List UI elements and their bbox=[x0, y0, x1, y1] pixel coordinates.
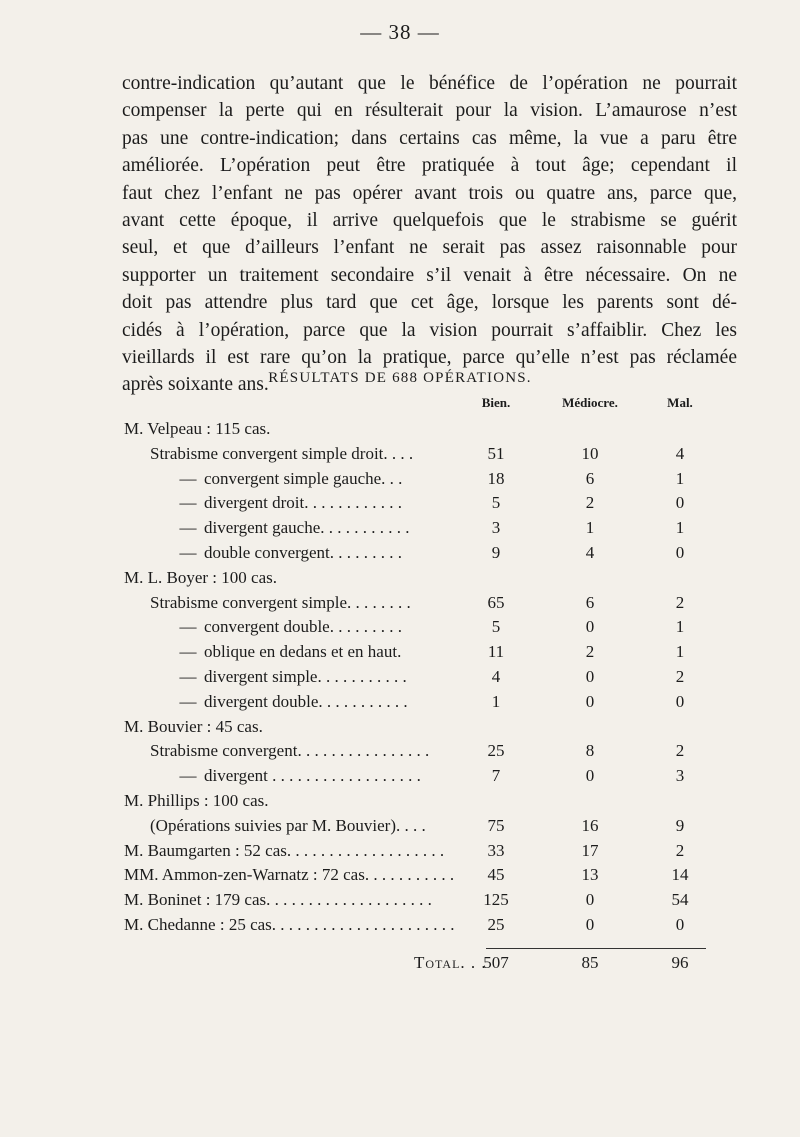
total-label: Total. . . bbox=[414, 952, 487, 972]
ditto-dash: — bbox=[179, 766, 197, 786]
cell-mal: 2 bbox=[675, 666, 685, 686]
cell-mal: 1 bbox=[675, 518, 685, 538]
ditto-dash: — bbox=[179, 493, 197, 513]
cell-bien: 33 bbox=[487, 840, 505, 860]
cell-mediocre: 0 bbox=[585, 666, 595, 686]
cell-mal: 1 bbox=[675, 642, 685, 662]
total-bien: 507 bbox=[483, 952, 509, 972]
body-line: doit pas attendre plus tard que cet âge, lorsque les parents sont dé- bbox=[122, 292, 737, 314]
total-mediocre: 85 bbox=[581, 952, 599, 972]
row-label-text: M. Baumgarten : 52 cas. . . . . . . . . . . . . . . . . . . bbox=[124, 840, 445, 860]
table-row bbox=[124, 913, 764, 938]
cell-mediocre: 8 bbox=[585, 741, 595, 761]
body-line: contre-indication qu’autant que le bénéfice de l’opération ne pourrait bbox=[122, 73, 737, 94]
total-row bbox=[124, 951, 764, 976]
table-row bbox=[124, 417, 764, 442]
row-label bbox=[124, 789, 269, 814]
cell-mediocre: 0 bbox=[585, 691, 595, 711]
cell-bien: 51 bbox=[487, 443, 505, 463]
cell-mediocre: 2 bbox=[585, 493, 595, 513]
cell-bien: 45 bbox=[487, 865, 505, 885]
cell-bien: 5 bbox=[491, 493, 501, 513]
cell-mal: 2 bbox=[675, 741, 685, 761]
cell-bien: 18 bbox=[487, 468, 505, 488]
row-label-text: divergent gauche. . . . . . . . . . . bbox=[204, 518, 410, 538]
total-rule bbox=[486, 948, 706, 949]
cell-bien: 4 bbox=[491, 666, 501, 686]
table-row bbox=[124, 690, 764, 715]
table-row bbox=[124, 739, 764, 764]
body-line: seul, et que d’ailleurs l’enfant ne serait pas assez raisonnable pour bbox=[122, 237, 737, 259]
column-header-bien: Bien. bbox=[481, 395, 511, 410]
table-row bbox=[124, 814, 764, 839]
cell-mediocre: 13 bbox=[581, 865, 599, 885]
row-label bbox=[172, 764, 421, 789]
cell-mal: 2 bbox=[675, 592, 685, 612]
cell-bien: 11 bbox=[487, 642, 505, 662]
body-line: cidés à l’opération, parce que la vision pourrait s’affaiblir. Chez les bbox=[122, 319, 737, 341]
ditto-dash: — bbox=[179, 542, 197, 562]
cell-bien: 1 bbox=[491, 691, 501, 711]
cell-mal: 0 bbox=[675, 542, 685, 562]
row-label bbox=[172, 615, 402, 640]
cell-mediocre: 17 bbox=[581, 840, 599, 860]
cell-mediocre: 2 bbox=[585, 642, 595, 662]
row-label bbox=[172, 640, 401, 665]
row-label-text: (Opérations suivies par M. Bouvier). . . . bbox=[150, 815, 426, 835]
row-label bbox=[150, 739, 429, 764]
row-label-text: divergent simple. . . . . . . . . . . bbox=[204, 666, 407, 686]
row-label-text: Strabisme convergent. . . . . . . . . . . . . . . . bbox=[150, 741, 430, 761]
row-label bbox=[124, 566, 277, 591]
body-line: supporter un traitement secondaire s’il venait à être nécessaire. On ne bbox=[122, 264, 737, 286]
cell-mal: 14 bbox=[671, 865, 689, 885]
row-label-text: oblique en dedans et en haut. bbox=[204, 642, 402, 662]
cell-mal: 9 bbox=[675, 815, 685, 835]
row-label bbox=[172, 467, 402, 492]
table-row bbox=[124, 442, 764, 467]
cell-mediocre: 0 bbox=[585, 766, 595, 786]
body-line: avant cette époque, il arrive quelquefois que le strabisme se guérit bbox=[122, 210, 737, 232]
cell-mal: 1 bbox=[675, 468, 685, 488]
row-label bbox=[172, 665, 407, 690]
row-label bbox=[172, 541, 402, 566]
row-label-text: divergent droit. . . . . . . . . . . . bbox=[204, 493, 402, 513]
row-label-text: M. Bouvier : 45 cas. bbox=[124, 716, 263, 736]
row-label-text: M. Chedanne : 25 cas. . . . . . . . . . . . . . . . . . . . . . bbox=[124, 914, 455, 934]
cell-bien: 65 bbox=[487, 592, 505, 612]
cell-mediocre: 4 bbox=[585, 542, 595, 562]
table-row bbox=[124, 839, 764, 864]
table-body bbox=[124, 417, 764, 976]
row-label bbox=[150, 442, 413, 467]
body-line: améliorée. L’opération peut être pratiquée à tout âge; cependant il bbox=[122, 155, 737, 177]
ditto-dash: — bbox=[179, 518, 197, 538]
table-header bbox=[124, 395, 764, 417]
cell-bien: 25 bbox=[487, 914, 505, 934]
body-line: après soixante ans. bbox=[122, 374, 269, 396]
row-label-text: convergent double. . . . . . . . . bbox=[204, 617, 402, 637]
column-header-mediocre: Médiocre. bbox=[562, 395, 618, 410]
body-line: compenser la perte qui en résulterait pour la vision. L’amaurose n’est bbox=[122, 100, 737, 122]
cell-bien: 9 bbox=[491, 542, 501, 562]
ditto-dash: — bbox=[179, 691, 197, 711]
cell-mediocre: 6 bbox=[585, 468, 595, 488]
row-label-text: double convergent. . . . . . . . . bbox=[204, 542, 402, 562]
table-row bbox=[124, 640, 764, 665]
total-mal: 96 bbox=[671, 952, 689, 972]
row-label-text: Strabisme convergent simple droit. . . . bbox=[150, 443, 414, 463]
cell-mediocre: 1 bbox=[585, 518, 595, 538]
ditto-dash: — bbox=[179, 642, 197, 662]
cell-bien: 7 bbox=[491, 766, 501, 786]
ditto-dash: — bbox=[179, 666, 197, 686]
row-label-text: M. Velpeau : 115 cas. bbox=[124, 419, 271, 438]
ditto-dash: — bbox=[179, 617, 197, 637]
cell-mal: 2 bbox=[675, 840, 685, 860]
row-label bbox=[172, 690, 408, 715]
row-label-text: divergent . . . . . . . . . . . . . . . . . . bbox=[204, 766, 421, 786]
row-label bbox=[124, 913, 455, 938]
table-row bbox=[124, 615, 764, 640]
section-heading: RÉSULTATS DE 688 OPÉRATIONS. bbox=[268, 370, 532, 386]
body-line: vieillards il est rare qu’on la pratique, parce qu’elle n’est pas réclamée bbox=[122, 347, 737, 369]
row-label-text: divergent double. . . . . . . . . . . bbox=[204, 691, 408, 711]
results-table bbox=[124, 395, 764, 976]
table-row bbox=[124, 491, 764, 516]
row-label-text: M. Boninet : 179 cas. . . . . . . . . . . . . . . . . . . . bbox=[124, 890, 432, 910]
table-row bbox=[124, 591, 764, 616]
row-label bbox=[124, 863, 454, 888]
cell-mediocre: 0 bbox=[585, 890, 595, 910]
cell-mal: 54 bbox=[671, 890, 689, 910]
table-row bbox=[124, 789, 764, 814]
cell-mal: 1 bbox=[675, 617, 685, 637]
table-row bbox=[124, 863, 764, 888]
table-row bbox=[124, 715, 764, 740]
body-line: pas une contre-indication; dans certains cas même, la vue a paru être bbox=[122, 127, 737, 149]
cell-mediocre: 10 bbox=[581, 443, 599, 463]
cell-mal: 0 bbox=[675, 691, 685, 711]
body-line: faut chez l’enfant ne pas opérer avant trois ou quatre ans, parce que, bbox=[122, 182, 737, 204]
row-label bbox=[150, 591, 411, 616]
cell-mal: 3 bbox=[675, 766, 685, 786]
table-row bbox=[124, 516, 764, 541]
row-label bbox=[150, 814, 426, 839]
table-row bbox=[124, 888, 764, 913]
row-label-text: M. Phillips : 100 cas. bbox=[124, 790, 269, 810]
body-paragraph bbox=[122, 70, 737, 399]
row-label-text: convergent simple gauche. . . bbox=[204, 468, 403, 488]
cell-mediocre: 16 bbox=[581, 815, 599, 835]
cell-bien: 5 bbox=[491, 617, 501, 637]
page-number: — 38 — bbox=[360, 20, 440, 44]
cell-mediocre: 0 bbox=[585, 617, 595, 637]
table-row bbox=[124, 467, 764, 492]
row-label-text: MM. Ammon-zen-Warnatz : 72 cas. . . . . . . . . . . bbox=[124, 865, 455, 885]
row-label-text: Strabisme convergent simple. . . . . . . . bbox=[150, 592, 411, 612]
cell-bien: 75 bbox=[487, 815, 505, 835]
table-row bbox=[124, 541, 764, 566]
row-label bbox=[172, 516, 410, 541]
table-row bbox=[124, 764, 764, 789]
row-label-text: M. L. Boyer : 100 cas. bbox=[124, 567, 277, 587]
row-label bbox=[124, 839, 444, 864]
cell-mal: 4 bbox=[675, 443, 685, 463]
cell-mediocre: 0 bbox=[585, 914, 595, 934]
column-header-mal: Mal. bbox=[667, 395, 693, 410]
row-label bbox=[124, 715, 263, 740]
table-row bbox=[124, 566, 764, 591]
cell-bien: 25 bbox=[487, 741, 505, 761]
row-label bbox=[124, 417, 270, 442]
row-label bbox=[124, 888, 432, 913]
cell-mediocre: 6 bbox=[585, 592, 595, 612]
cell-bien: 3 bbox=[491, 518, 501, 538]
cell-bien: 125 bbox=[483, 890, 509, 910]
row-label bbox=[172, 491, 402, 516]
cell-mal: 0 bbox=[675, 493, 685, 513]
table-row bbox=[124, 665, 764, 690]
ditto-dash: — bbox=[179, 468, 197, 488]
cell-mal: 0 bbox=[675, 914, 685, 934]
